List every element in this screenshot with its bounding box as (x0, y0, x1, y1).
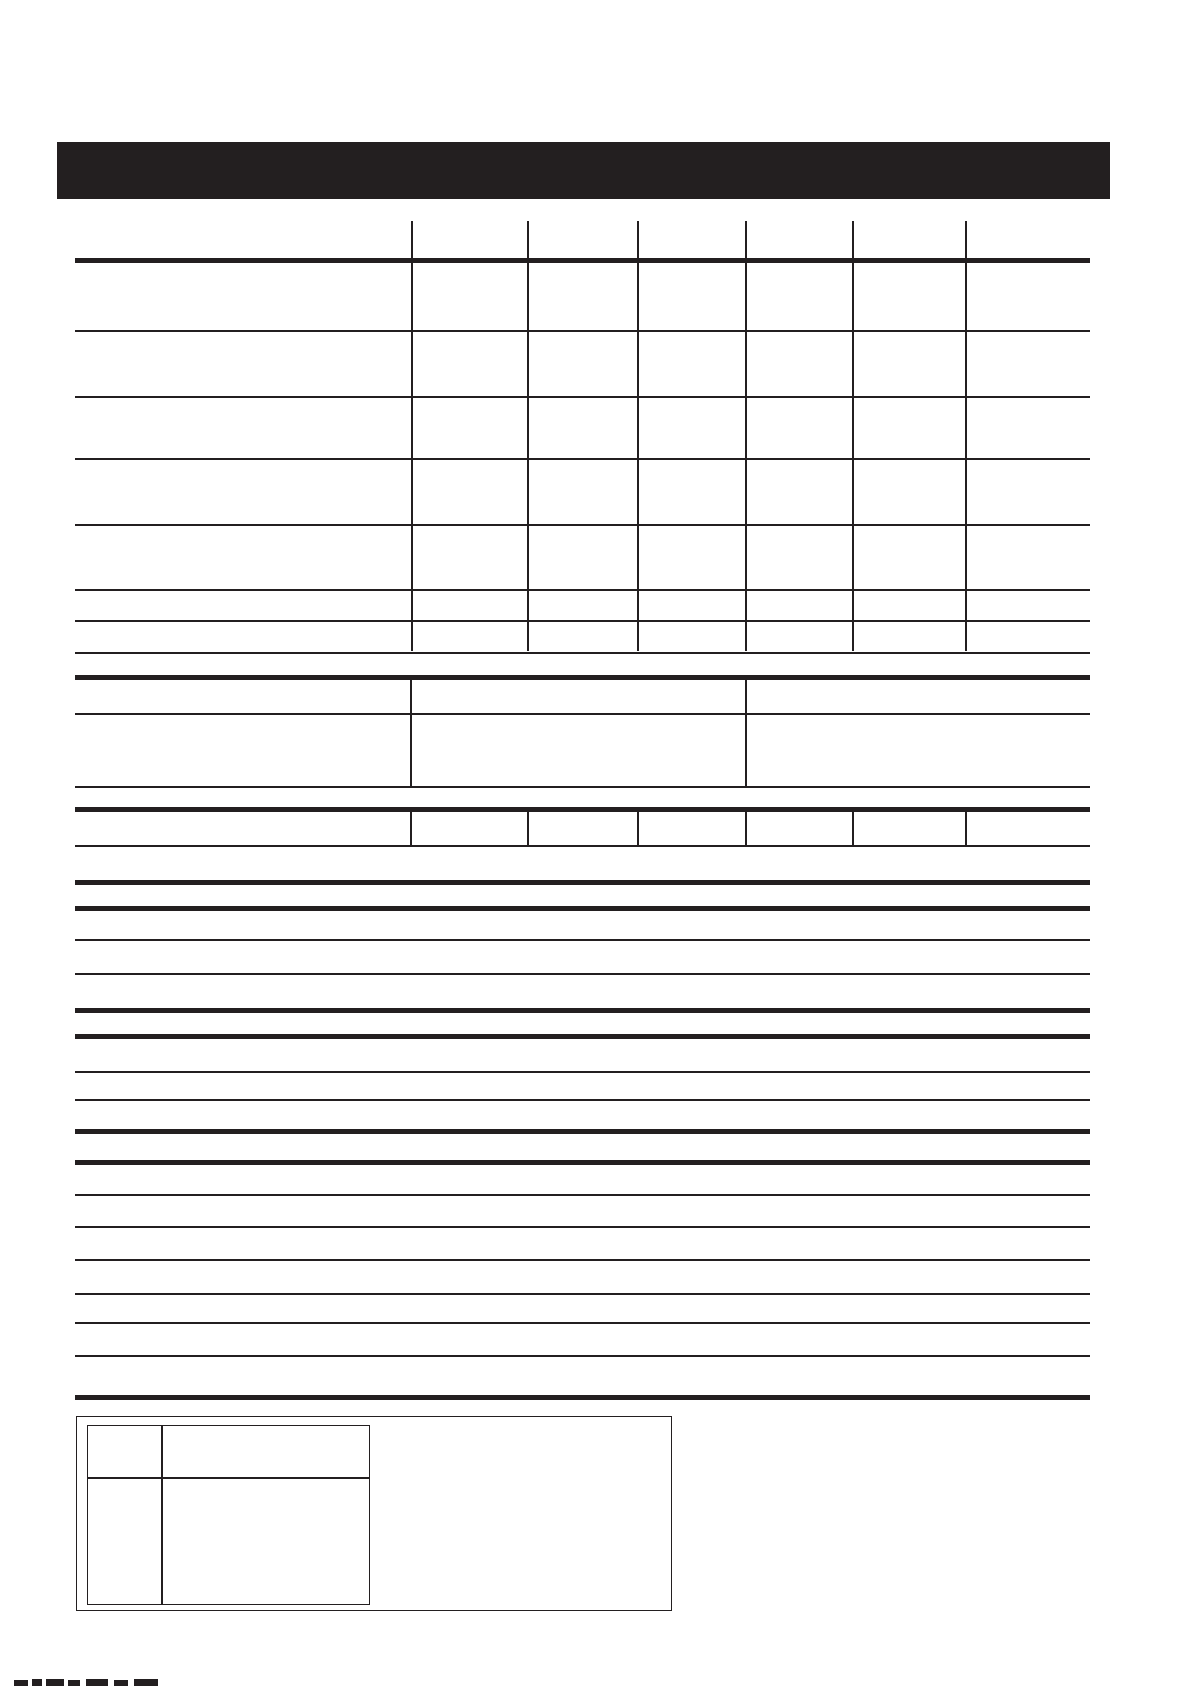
column-divider (745, 221, 747, 651)
grid-header-rule (75, 258, 1090, 263)
block-top-rule (75, 880, 1090, 885)
row-divider (75, 1071, 1090, 1073)
row-divider (75, 1355, 1090, 1357)
row-divider (75, 845, 1090, 847)
legend-table (87, 1425, 370, 1605)
block-top-rule (75, 807, 1090, 812)
footer-glyph-fragments (14, 1674, 174, 1686)
row-divider (75, 589, 1090, 591)
row-divider (75, 1099, 1090, 1101)
block-top-rule (75, 1129, 1090, 1134)
legend-box (76, 1416, 672, 1611)
column-divider (852, 221, 854, 651)
row-divider (75, 330, 1090, 332)
column-divider (745, 810, 747, 846)
column-divider (410, 677, 412, 787)
block-top-rule (75, 1034, 1090, 1039)
row-divider (75, 396, 1090, 398)
row-divider (75, 1322, 1090, 1324)
column-divider (637, 221, 639, 651)
section-banner (57, 142, 1110, 199)
block-top-rule (75, 1160, 1090, 1165)
row-divider (75, 1226, 1090, 1228)
column-divider (527, 810, 529, 846)
row-divider (75, 786, 1090, 788)
legend-column-divider (161, 1426, 163, 1604)
column-divider (637, 810, 639, 846)
row-divider (75, 713, 1090, 715)
block-bottom-rule (75, 1395, 1090, 1400)
row-divider (75, 939, 1090, 941)
row-divider (75, 620, 1090, 622)
block-top-rule (75, 906, 1090, 911)
block-top-rule (75, 675, 1090, 680)
legend-row-divider (88, 1477, 369, 1479)
row-divider (75, 1259, 1090, 1261)
column-divider (852, 810, 854, 846)
row-divider (75, 1293, 1090, 1295)
row-divider (75, 652, 1090, 654)
row-divider (75, 973, 1090, 975)
row-divider (75, 1194, 1090, 1196)
column-divider (410, 810, 412, 846)
column-divider (965, 221, 967, 651)
column-divider (965, 810, 967, 846)
column-divider (411, 221, 413, 651)
column-divider (527, 221, 529, 651)
footer-text (14, 1673, 174, 1685)
row-divider (75, 524, 1090, 526)
block-top-rule (75, 1008, 1090, 1013)
column-divider (745, 677, 747, 787)
row-divider (75, 458, 1090, 460)
